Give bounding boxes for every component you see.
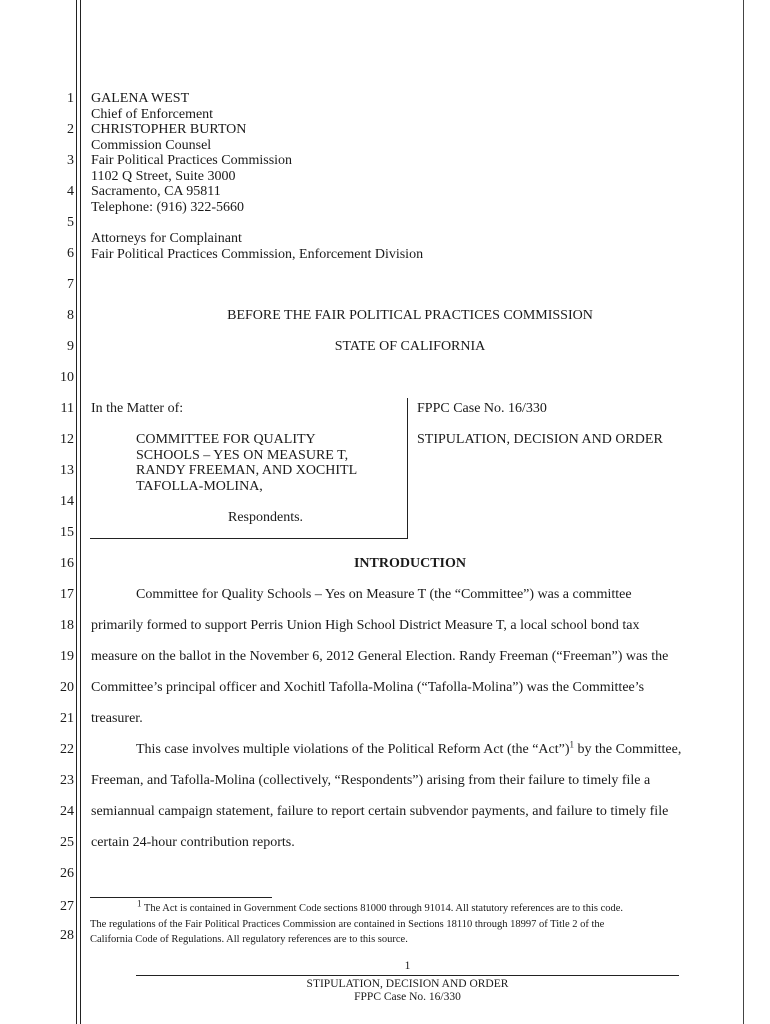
footnote-line: The regulations of the Fair Political Practices Commission are contained in Sections 18110 through 18997 of Title 2 of the: [90, 919, 605, 930]
body-text: This case involves multiple violations of the Political Reform Act (the “Act”): [136, 742, 570, 757]
counsel-line: Commission Counsel: [91, 137, 212, 153]
line-number: 14: [60, 494, 74, 509]
line-number: 28: [60, 928, 74, 943]
line-number: 13: [60, 463, 74, 478]
line-number: 11: [60, 401, 74, 416]
respondent-party-line: SCHOOLS – YES ON MEASURE T,: [136, 447, 349, 463]
line-number: 24: [60, 804, 74, 819]
footer-title: STIPULATION, DECISION AND ORDER: [306, 978, 509, 990]
line-number: 3: [67, 153, 74, 168]
footnote-reference: 1: [569, 739, 575, 750]
body-line: certain 24-hour contribution reports.: [91, 835, 295, 850]
counsel-line: Telephone: (916) 322-5660: [91, 199, 244, 215]
line-number: 17: [60, 587, 74, 602]
line-number: 6: [67, 246, 74, 261]
tribunal-heading: BEFORE THE FAIR POLITICAL PRACTICES COMMISSION: [227, 308, 593, 323]
line-number: 18: [60, 618, 74, 633]
line-number: 19: [60, 649, 74, 664]
line-number: 21: [60, 711, 74, 726]
body-text: by the Committee,: [574, 742, 682, 757]
footer-rule: [136, 975, 679, 976]
body-line: treasurer.: [91, 711, 143, 726]
body-line: Freeman, and Tafolla-Molina (collectively, “Respondents”) arising from their failure to timely file a: [91, 773, 651, 788]
counsel-line: Fair Political Practices Commission: [91, 153, 293, 168]
line-number: 1: [67, 91, 74, 106]
line-number: 20: [60, 680, 74, 695]
footnote-separator: [90, 897, 272, 898]
line-number: 16: [60, 556, 74, 571]
body-line: primarily formed to support Perris Union High School District Measure T, a local school bond tax: [91, 618, 640, 633]
footnote-text: The Act is contained in Government Code sections 81000 through 91014. All statutory references are to this code.: [141, 903, 624, 914]
body-line: [136, 739, 682, 758]
left-margin-rule-inner: [80, 0, 81, 1024]
line-number: 2: [67, 122, 74, 137]
footnote-mark: 1: [137, 898, 142, 909]
counsel-line: CHRISTOPHER BURTON: [91, 122, 247, 137]
footnote-line: California Code of Regulations. All regulatory references are to this source.: [90, 934, 408, 945]
case-number: FPPC Case No. 16/330: [417, 401, 547, 416]
line-number: 26: [60, 866, 74, 881]
footer-case-number: FPPC Case No. 16/330: [354, 991, 461, 1003]
line-number: 23: [60, 773, 74, 788]
line-number: 7: [67, 277, 74, 292]
line-number: 12: [60, 432, 74, 447]
line-number: 9: [67, 339, 74, 354]
in-the-matter-of: In the Matter of:: [91, 401, 184, 416]
counsel-line: Chief of Enforcement: [91, 106, 214, 122]
line-number: 27: [60, 899, 74, 914]
caption-divider-vertical: [407, 398, 408, 538]
section-title: INTRODUCTION: [353, 556, 466, 571]
state-heading: STATE OF CALIFORNIA: [334, 339, 486, 354]
left-margin-rule-outer: [76, 0, 77, 1024]
page-number: 1: [404, 960, 411, 972]
counsel-line: Sacramento, CA 95811: [91, 184, 221, 199]
line-number: 25: [60, 835, 74, 850]
line-number: 5: [67, 215, 74, 230]
attorneys-for-line: Attorneys for Complainant: [91, 231, 242, 246]
caption-divider-horizontal: [90, 538, 408, 539]
counsel-line: 1102 Q Street, Suite 3000: [91, 168, 236, 184]
respondent-party-line: RANDY FREEMAN, AND XOCHITL: [136, 463, 358, 478]
line-number: 10: [60, 370, 74, 385]
respondents-label: Respondents.: [228, 510, 304, 525]
line-number: 22: [60, 742, 74, 757]
body-line: Committee for Quality Schools – Yes on Measure T (the “Committee”) was a committee: [136, 587, 632, 602]
line-number: 15: [60, 525, 74, 540]
line-number: 8: [67, 308, 74, 323]
body-line: measure on the ballot in the November 6, 2012 General Election. Randy Freeman (“Freeman”) was the: [91, 649, 669, 664]
body-line: semiannual campaign statement, failure to report certain subvendor payments, and failure to timely file: [91, 804, 669, 819]
attorneys-for-line: Fair Political Practices Commission, Enforcement Division: [91, 246, 424, 262]
body-line: Committee’s principal officer and Xochitl Tafolla-Molina (“Tafolla-Molina”) was the Committee’s: [91, 680, 645, 695]
counsel-line: GALENA WEST: [91, 91, 190, 106]
respondent-party-line: TAFOLLA-MOLINA,: [136, 478, 263, 494]
document-title: STIPULATION, DECISION AND ORDER: [417, 432, 663, 447]
footnote-line: [90, 898, 738, 917]
respondent-party-line: COMMITTEE FOR QUALITY: [136, 432, 316, 447]
line-number: 4: [67, 184, 74, 199]
right-margin-rule: [743, 0, 744, 1024]
